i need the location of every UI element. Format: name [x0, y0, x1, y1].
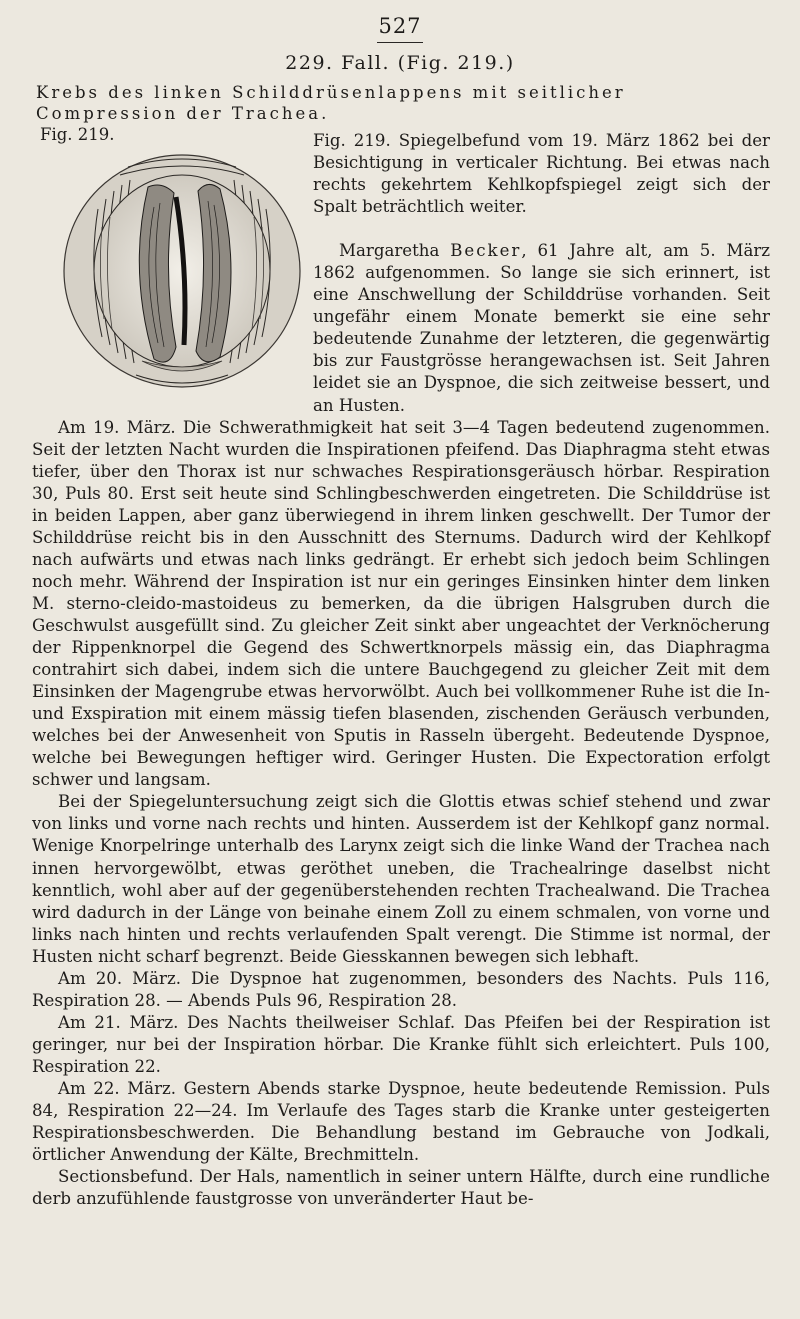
case-subtitle: Krebs des linken Schilddrüsenlappens mit seitlicher Compression der Trachea. — [36, 83, 626, 123]
entry-22-march: Am 22. März. Gestern Abends starke Dyspnoe, heute bedeutende Remission. Puls 84, Respiration 22—24. Im Verlaufe des Tages starb die Kranke unter gesteigerten Respirationsbeschwerden. Die Behandlung bestand im Gebrauche von Jodkali, örtlicher Anwendung der Kälte, Brechmitteln. — [32, 1078, 770, 1165]
entry-19-march: Am 19. März. Die Schwerathmigkeit hat seit 3—4 Tagen bedeutend zugenommen. Seit der letzten Nacht wurden die Inspirationen pfeifend. Das Diaphragma steht etwas tiefer, über den Thorax ist nur schwaches Respirationsgeräusch hörbar. Respiration 30, Puls 80. Erst seit heute sind Schlingbeschwerden eingetreten. Die Schilddrüse ist in beiden Lappen, aber ganz überwiegend in ihrem linken geschwellt. Der Tumor der Schilddrüse reicht bis in den Ausschnitt des Sternums. Dadurch wird der Kehlkopf nach aufwärts und etwas nach links gedrängt. Er erhebt sich jedoch beim Schlingen noch mehr. Während der Inspiration ist nur ein geringes Einsinken hinter dem linken M. sterno-cleido-mastoideus zu bemerken, da die übrigen Halsgruben durch die Geschwulst ausgefüllt sind. Zu gleicher Zeit sinkt aber ungeachtet der Verknöcherung der Rippenknorpel die Gegend des Schwertknorpels mässig ein, das Diaphragma contrahirt sich dabei, indem sich die untere Bauchgegend zu gleicher Zeit mit dem Einsinken der Magengrube etwas hervorwölbt. Auch bei vollkommener Ruhe ist die In- und Exspiration mit einem mässig tiefen blasenden, zischenden Geräusch verbunden, welches bei der Anwesenheit von Sputis in Rasseln übergeht. Bedeutende Dyspnoe, welche bei Bewegungen heftiger wird. Geringer Husten. Die Expectoration erfolgt schwer und langsam. — [32, 417, 770, 790]
entry-20-march: Am 20. März. Die Dyspnoe hat zugenommen, besonders des Nachts. Puls 116, Respiration 28. — Abends Puls 96, Respiration 28. — [32, 968, 770, 1010]
mirror-examination-paragraph: Bei der Spiegeluntersuchung zeigt sich die Glottis etwas schief stehend und zwar von links und vorne nach rechts und hinten. Ausserdem ist der Kehlkopf ganz normal. Wenige Knorpelringe unterhalb des Larynx zeigt sich die linke Wand der Trachea nach innen hervorgewölbt, etwas geröthet uneben, die Trachealringe daselbst nicht kenntlich, wohl aber auf der gegenüberstehenden rechten Trachealwand. Die Trachea wird dadurch in der Länge von beinahe einem Zoll zu einem schmalen, von vorne und links nach hinten und rechts verlaufenden Spalt verengt. Die Stimme ist normal, der Husten nicht scharf begrenzt. Beide Giesskannen bewegen sich lebhaft. — [32, 792, 770, 966]
case-report-text — [32, 130, 770, 1210]
patient-surname: Becker — [450, 241, 522, 261]
autopsy-findings-paragraph: Sectionsbefund. Der Hals, namentlich in seiner untern Hälfte, durch eine rundliche derb anzufühlende faustgrosse von unveränderter Haut be- — [32, 1167, 770, 1209]
patient-history-text: , 61 Jahre alt, am 5. März 1862 aufgenommen. So lange sie sich erinnert, ist eine Anschwellung der Schilddrüse vorhanden. Seit ungefähr einem Monate bemerkt sie eine sehr bedeutende Zunahme der letzteren, die gegenwärtig bis zur Faustgrösse herangewachsen ist. Seit Jahren leidet sie an Dyspnoe, die sich zeitweise bessert, und an Husten. — [313, 241, 771, 415]
page-number: 527 — [378, 14, 422, 38]
patient-first-name: Margaretha — [339, 241, 451, 261]
figure-caption: Fig. 219. Spiegelbefund vom 19. März 1862 bei der Besichtigung in verticaler Richtung. Bei etwas nach rechts gekehrtem Kehlkopfspiegel zeigt sich der Spalt beträchtlich weiter. — [313, 131, 770, 217]
header-rule — [377, 42, 423, 43]
entry-21-march: Am 21. März. Des Nachts theilweiser Schlaf. Das Pfeifen bei der Respiration ist geringer, nur bei der Inspiration hörbar. Die Kranke fühlt sich erleichtert. Puls 100, Respiration 22. — [32, 1012, 770, 1076]
case-heading: 229. Fall. (Fig. 219.) — [285, 52, 515, 74]
figure-text-wrap — [32, 130, 313, 400]
figure-label: Fig. 219. — [40, 125, 115, 144]
